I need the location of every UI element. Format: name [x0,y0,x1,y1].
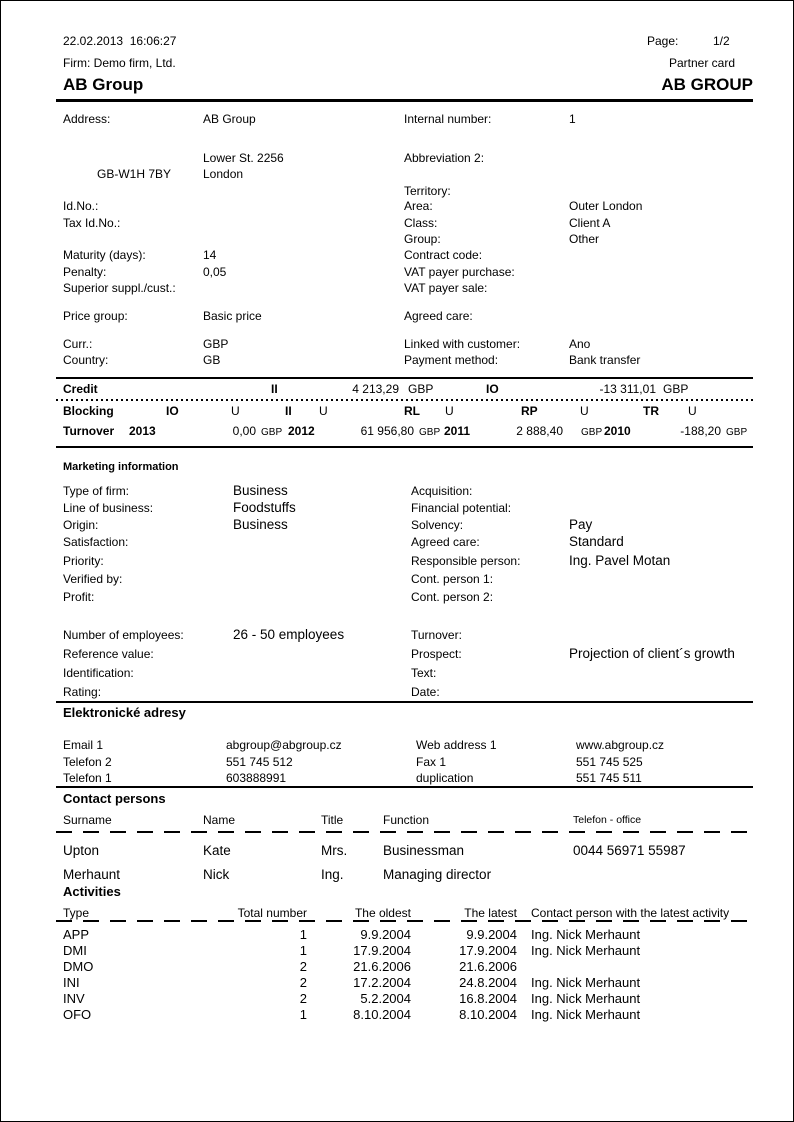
field-row [1,590,793,607]
field-label: Line of business: [63,501,154,515]
activity-total: 2 [299,959,307,974]
field-value: Ano [569,337,591,351]
field-label: VAT payer sale: [404,281,488,295]
address-value: 551 745 512 [226,755,293,769]
field-label: Acquisition: [411,484,473,498]
field-label: Date: [411,685,440,699]
section-title-activities: Activities [63,884,121,899]
blocking-flag: U [580,404,589,418]
address-row [1,755,793,772]
field-value: Ing. Pavel Motan [569,553,671,568]
field-label: Curr.: [63,337,93,351]
section-title-marketing: Marketing information [63,461,179,473]
activity-oldest: 8.10.2004 [353,1007,411,1022]
activity-contact: Ing. Nick Merhaunt [531,943,641,958]
blocking-code: TR [643,404,659,418]
field-row [1,535,793,552]
credit-ii-label: II [271,382,278,396]
activity-contact: Ing. Nick Merhaunt [531,927,641,942]
section-divider [56,701,753,703]
field-label: Agreed care: [411,535,480,549]
activity-type: OFO [63,1007,92,1022]
contact-name: Kate [203,843,231,858]
field-row [1,554,793,571]
field-row [1,628,793,645]
field-value: 1 [569,112,576,126]
field-value: Foodstuffs [233,500,296,515]
address-row [1,738,793,755]
field-label: Contract code: [404,248,483,262]
activity-latest: 16.8.2004 [459,991,517,1006]
activity-oldest: 17.9.2004 [353,943,411,958]
field-value: Basic price [203,309,262,323]
field-label: Verified by: [63,572,123,586]
field-value: Client A [569,216,611,230]
field-label: Origin: [63,518,99,532]
activity-type: INV [63,991,85,1006]
contact-row [1,844,793,861]
contact-function: Businessman [383,843,465,858]
section-title-contacts: Contact persons [63,791,166,806]
column-header: Contact person with the latest activity [531,906,730,920]
contact-phone: 0044 56971 55987 [573,843,686,858]
field-label: Internal number: [404,112,492,126]
field-row [1,232,793,249]
field-label: Prospect: [411,647,462,661]
address-value: abgroup@abgroup.cz [226,738,342,752]
field-label: Text: [411,666,437,680]
activity-oldest: 9.9.2004 [360,927,411,942]
turnover-currency: GBP [419,427,441,438]
turnover-year: 2011 [444,424,471,438]
blocking-code: II [285,404,292,418]
credit-io-currency: GBP [663,382,689,396]
field-value: GB [203,353,221,367]
column-header: Function [383,813,430,827]
field-label: Rating: [63,685,102,699]
partner-code-title: AB GROUP [661,75,753,94]
blocking-code: RL [404,404,420,418]
field-row [1,281,793,298]
field-label: Class: [404,216,438,230]
field-label: Id.No.: [63,199,99,213]
credit-io-value: -13 311,01 [599,382,656,396]
field-row [1,484,793,501]
field-value: GBP [203,337,229,351]
activity-total: 1 [299,943,307,958]
field-label: Type of firm: [63,484,130,498]
field-value: Business [233,483,288,498]
activity-type: APP [63,927,90,942]
field-label: Number of employees: [63,628,184,642]
contact-function: Managing director [383,867,492,882]
contact-row [1,868,793,885]
activity-total: 2 [299,975,307,990]
field-row [1,248,793,265]
page-number: 1/2 [713,34,730,48]
field-label: Group: [404,232,441,246]
field-label: Turnover: [411,628,462,642]
activity-oldest: 17.2.2004 [353,975,411,990]
address-label: Email 1 [63,738,104,752]
turnover-currency: GBP [726,427,748,438]
report-datetime: 22.02.2013 16:06:27 [63,34,177,48]
activity-total: 2 [299,991,307,1006]
contact-title: Mrs. [321,843,348,858]
blocking-label: Blocking [63,404,114,418]
address-value: 551 745 511 [576,771,642,785]
activity-type: DMO [63,959,94,974]
field-label: Linked with customer: [404,337,521,351]
address-value: www.abgroup.cz [576,738,665,752]
column-header: Total number [237,906,307,920]
turnover-label: Turnover [63,424,115,438]
turnover-amount: 2 888,40 [516,424,563,438]
field-row [1,666,793,683]
field-row [1,337,793,354]
field-label: Abbreviation 2: [404,151,485,165]
field-label: Financial potential: [411,501,512,515]
address-label: duplication [416,771,474,785]
turnover-year: 2012 [288,424,315,438]
contact-title: Ing. [321,867,344,882]
field-label: Satisfaction: [63,535,129,549]
address-value: 551 745 525 [576,755,643,769]
credit-io-label: IO [486,382,499,396]
report-name: Partner card [668,56,735,70]
address-label: Telefon 2 [63,755,112,769]
contacts-header-row [1,813,793,830]
activity-type: INI [63,975,80,990]
turnover-year: 2010 [604,424,631,438]
address-label: Fax 1 [416,755,447,769]
field-row [1,216,793,233]
field-row [1,112,793,129]
field-value: Bank transfer [569,353,641,367]
turnover-currency: GBP [261,427,283,438]
page-label: Page: [647,34,679,48]
field-label: Identification: [63,666,134,680]
activity-contact: Ing. Nick Merhaunt [531,991,641,1006]
field-value: Projection of client´s growth [569,646,735,661]
field-label: Penalty: [63,265,107,279]
credit-ii-value: 4 213,29 [352,382,399,396]
activity-total: 1 [299,927,307,942]
postcode: GB-W1H 7BY [96,167,171,181]
field-value: 14 [203,248,217,262]
contact-surname: Merhaunt [63,867,121,882]
section-divider [56,786,753,788]
column-header: Telefon - office [573,814,642,826]
field-label: Profit: [63,590,95,604]
title-divider [56,99,753,102]
activity-contact: Ing. Nick Merhaunt [531,975,641,990]
activity-latest: 8.10.2004 [459,1007,517,1022]
blocking-flag: U [231,404,240,418]
column-header: Surname [63,813,112,827]
field-value: AB Group [203,112,256,126]
dashed-divider [56,831,753,833]
section-divider [56,446,753,448]
blocking-flag: U [688,404,697,418]
field-value: Lower St. 2256 [203,151,284,165]
field-label: Priority: [63,554,104,568]
activity-latest: 17.9.2004 [459,943,517,958]
field-label: Reference value: [63,647,154,661]
field-value: London [203,167,244,181]
address-label: Telefon 1 [63,771,112,785]
turnover-year: 2013 [129,424,156,438]
field-row [1,685,793,702]
activity-total: 1 [299,1007,307,1022]
field-label: Address: [63,112,111,126]
firm-name: Firm: Demo firm, Ltd. [63,56,176,70]
field-label: Area: [404,199,433,213]
activity-contact: Ing. Nick Merhaunt [531,1007,641,1022]
address-value: 603888991 [226,771,287,785]
column-header: Type [63,906,90,920]
field-label: Payment method: [404,353,499,367]
turnover-amount: -188,20 [680,424,721,438]
section-title-addresses: Elektronické adresy [63,705,186,720]
field-value: Pay [569,517,593,532]
field-value: Standard [569,534,624,549]
field-row [1,501,793,518]
turnover-amount: 61 956,80 [360,424,414,438]
field-row [1,572,793,589]
field-value: Outer London [569,199,643,213]
turnover-currency: GBP [581,427,603,438]
field-label: Cont. person 2: [411,590,494,604]
field-label: Responsible person: [411,554,521,568]
field-label: Tax Id.No.: [63,216,121,230]
field-label: Agreed care: [404,309,473,323]
activity-row [1,1008,793,1025]
column-header: The latest [464,906,517,920]
activity-oldest: 21.6.2006 [353,959,411,974]
dotted-divider [56,399,753,401]
credit-label: Credit [63,382,98,396]
field-row [1,167,793,184]
field-label: Cont. person 1: [411,572,494,586]
field-row [1,199,793,216]
field-label: Superior suppl./cust.: [63,281,176,295]
column-header: Title [321,813,344,827]
contact-name: Nick [203,867,230,882]
field-row [1,353,793,370]
section-divider [56,377,753,379]
activity-latest: 21.6.2006 [459,959,517,974]
column-header: The oldest [354,906,411,920]
turnover-amount: 0,00 [232,424,256,438]
field-label: Price group: [63,309,128,323]
address-label: Web address 1 [416,738,497,752]
blocking-code: IO [166,404,179,418]
activity-type: DMI [63,943,87,958]
column-header: Name [203,813,236,827]
activity-latest: 9.9.2004 [466,927,517,942]
field-value: 26 - 50 employees [233,627,345,642]
field-row [1,265,793,282]
field-value: Other [569,232,600,246]
field-row [1,518,793,535]
activity-oldest: 5.2.2004 [360,991,411,1006]
field-label: Solvency: [411,518,464,532]
field-value: Business [233,517,288,532]
dashed-divider [56,920,753,922]
blocking-flag: U [445,404,454,418]
field-row [1,647,793,664]
field-label: VAT payer purchase: [404,265,515,279]
contact-surname: Upton [63,843,100,858]
blocking-flag: U [319,404,328,418]
credit-ii-currency: GBP [408,382,434,396]
activity-latest: 24.8.2004 [459,975,517,990]
field-row [1,309,793,326]
partner-name-title: AB Group [63,75,144,94]
field-label: Country: [63,353,109,367]
field-value: 0,05 [203,265,227,279]
field-row [1,151,793,168]
field-label: Territory: [404,184,451,198]
field-label: Maturity (days): [63,248,146,262]
blocking-code: RP [521,404,538,418]
